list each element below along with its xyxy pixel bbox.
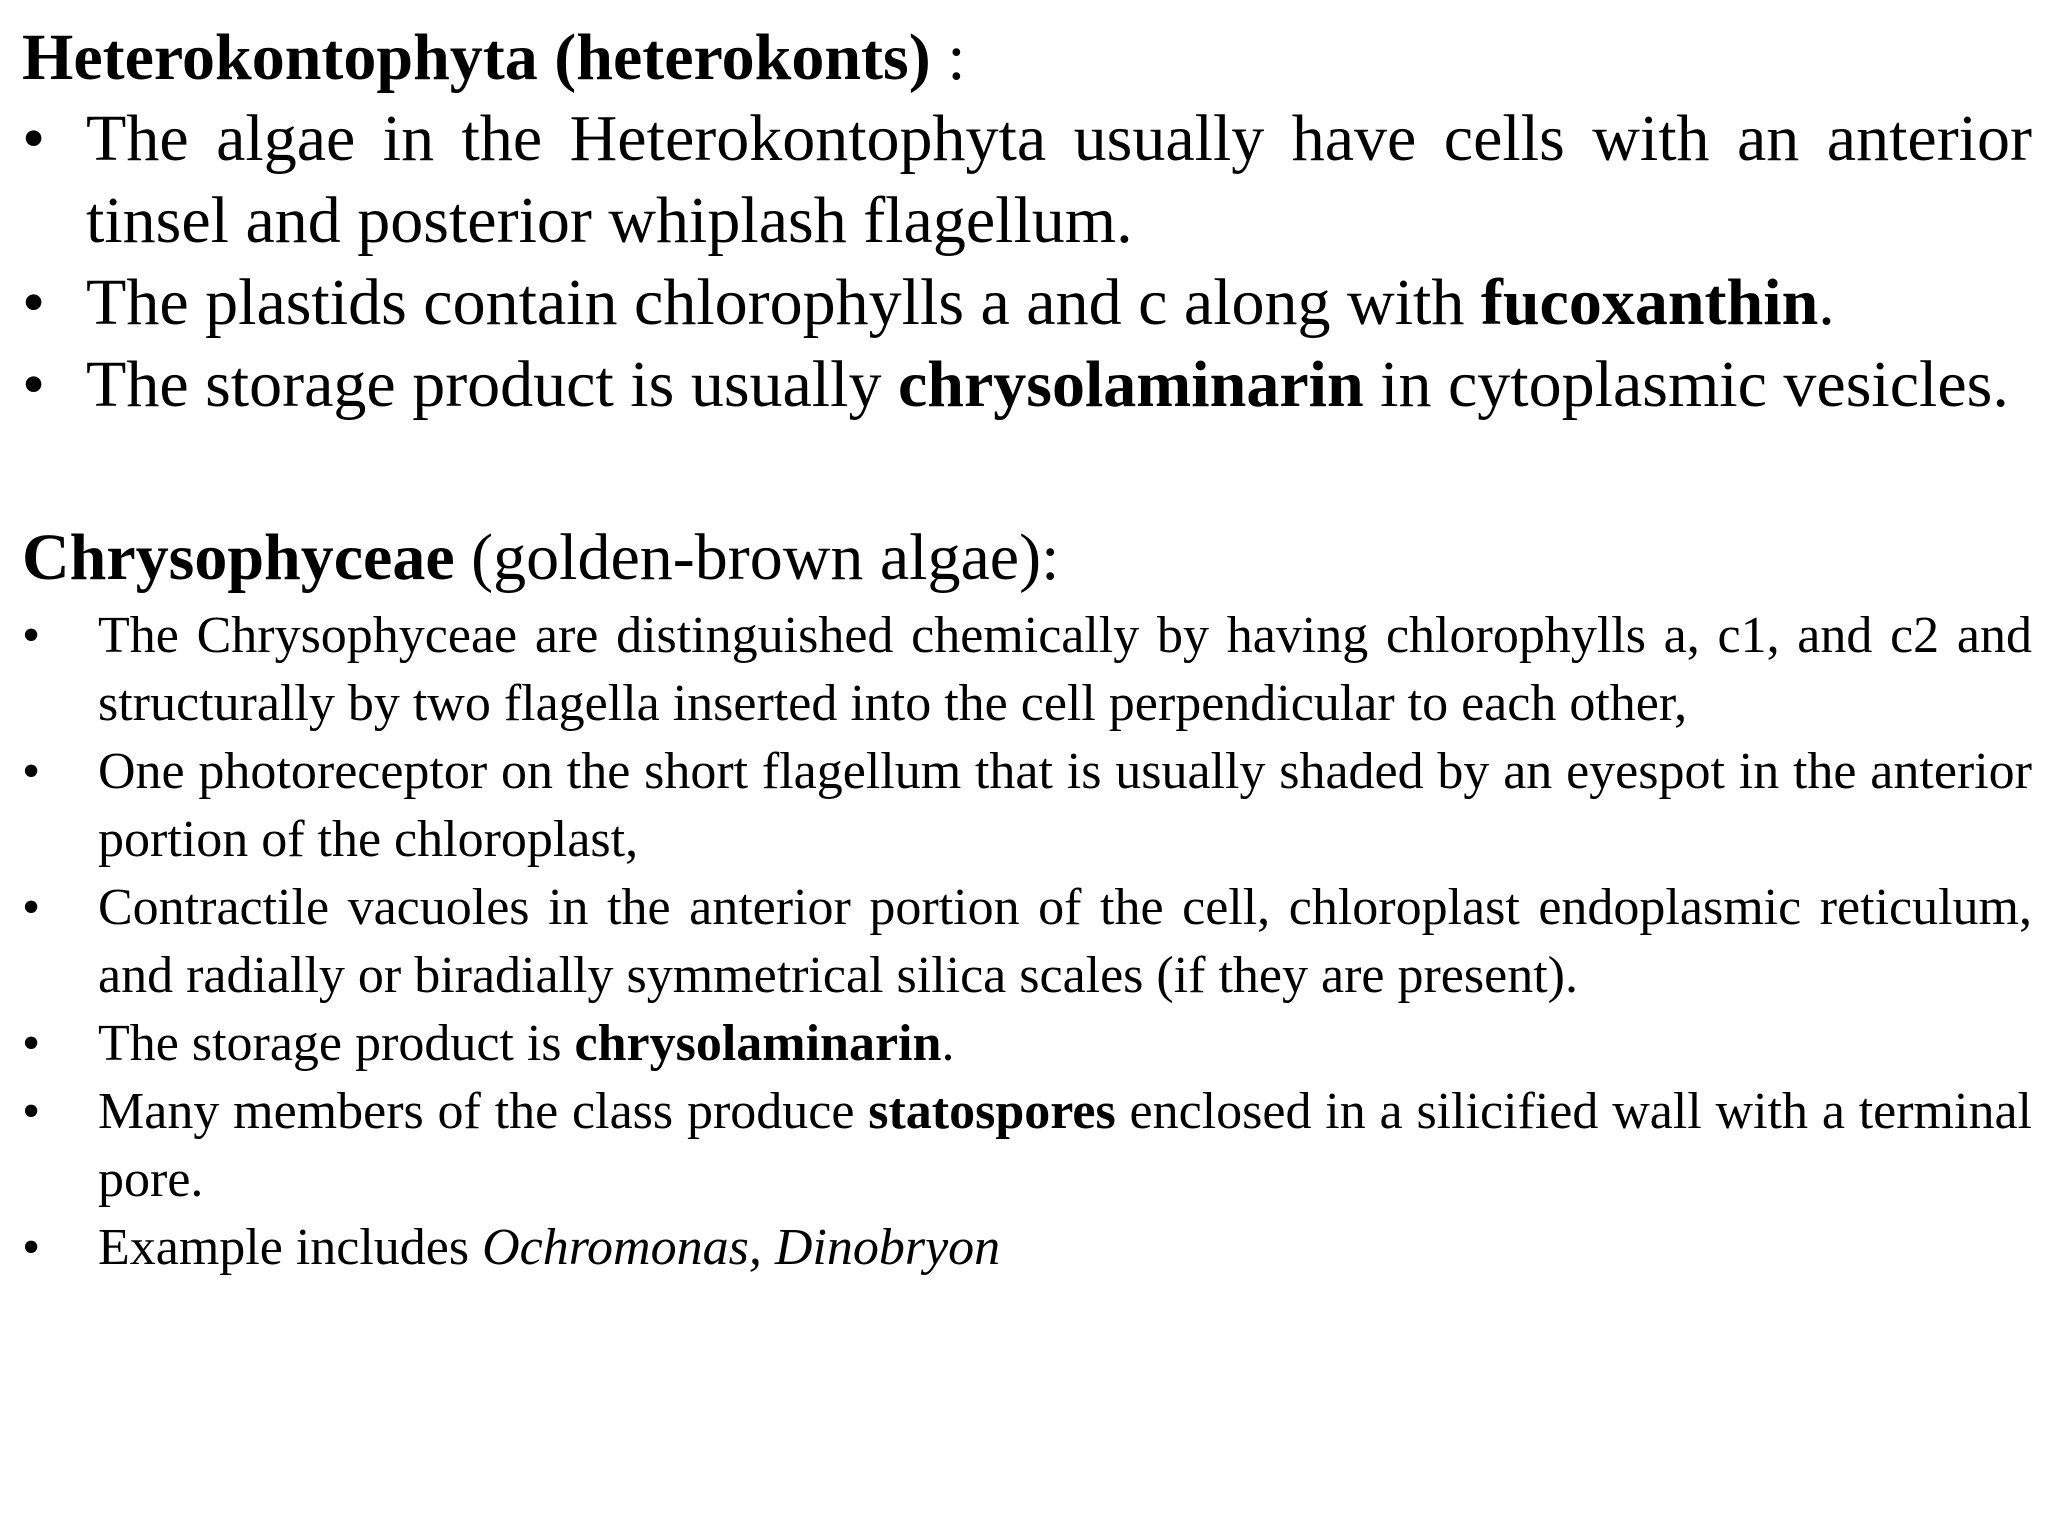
bullet-icon: • [22,1015,41,1072]
list-item-text-end: . [941,1015,955,1072]
list-item [22,1214,2032,1282]
list-item-text: One photoreceptor on the short flagellum that is usually shaded by an eyespot in the anterior portion of the chloroplast, [98,743,2032,868]
chrysophyceae-bullet-list [22,602,2032,1282]
list-item-bold-term: chrysolaminarin [574,1015,942,1072]
list-item-text-end: . [1818,266,1835,339]
list-item-text: The algae in the Heterokontophyta usually have cells with an anterior tinsel and posterior whiplash flagellum. [86,102,2032,257]
list-item-text: Contractile vacuoles in the anterior portion of the cell, chloroplast endoplasmic reticulum, and radially or biradially symmetrical silica scales (if they are present). [98,879,2032,1004]
list-item-text: The plastids contain chlorophylls a and c along with [86,266,1481,339]
list-item-bold-term: chrysolaminarin [897,348,1364,421]
list-item-text: The Chrysophyceae are distinguished chemically by having chlorophylls a, c1, and c2 and structurally by two flagella inserted into the cell perpendicular to each other, [98,607,2032,732]
list-item-text-end: enclosed in a silicified wall with a terminal pore. [98,1083,2032,1208]
section-title-chrysophyceae [22,518,2032,598]
list-item-text: The storage product is usually [86,348,898,421]
slide-content [22,18,2032,1282]
heterokont-bullet-list [22,98,2032,426]
list-item [22,344,2032,426]
list-item-text-end: in cytoplasmic vesicles. [1363,348,2009,421]
bullet-icon: • [22,1219,41,1276]
bullet-icon: • [22,266,46,339]
list-item [22,98,2032,262]
list-item-text: The storage product is [98,1015,575,1072]
bullet-icon: • [22,607,41,664]
bullet-icon: • [22,879,41,936]
list-item-bold-term: fucoxanthin [1480,266,1819,339]
list-item [22,1078,2032,1214]
bullet-icon: • [22,102,46,175]
list-item-text: Example includes [98,1219,483,1276]
section-title-heterokontophyta [22,18,2032,98]
list-item [22,874,2032,1010]
section-title-suffix: (golden-brown algae): [454,521,1060,594]
list-item [22,1010,2032,1078]
list-item [22,602,2032,738]
bullet-icon: • [22,1083,41,1140]
section-spacer [22,426,2032,518]
section-title-suffix: : [930,21,966,94]
section-title-bold: Heterokontophyta (heterokonts) [22,21,931,94]
list-item [22,262,2032,344]
list-item-bold-term: statospores [868,1083,1116,1140]
bullet-icon: • [22,743,41,800]
list-item [22,738,2032,874]
bullet-icon: • [22,348,46,421]
list-item-text: Many members of the class produce [98,1083,869,1140]
section-title-bold: Chrysophyceae [22,521,455,594]
list-item-italic-genera: Ochromonas, Dinobryon [482,1219,1001,1276]
